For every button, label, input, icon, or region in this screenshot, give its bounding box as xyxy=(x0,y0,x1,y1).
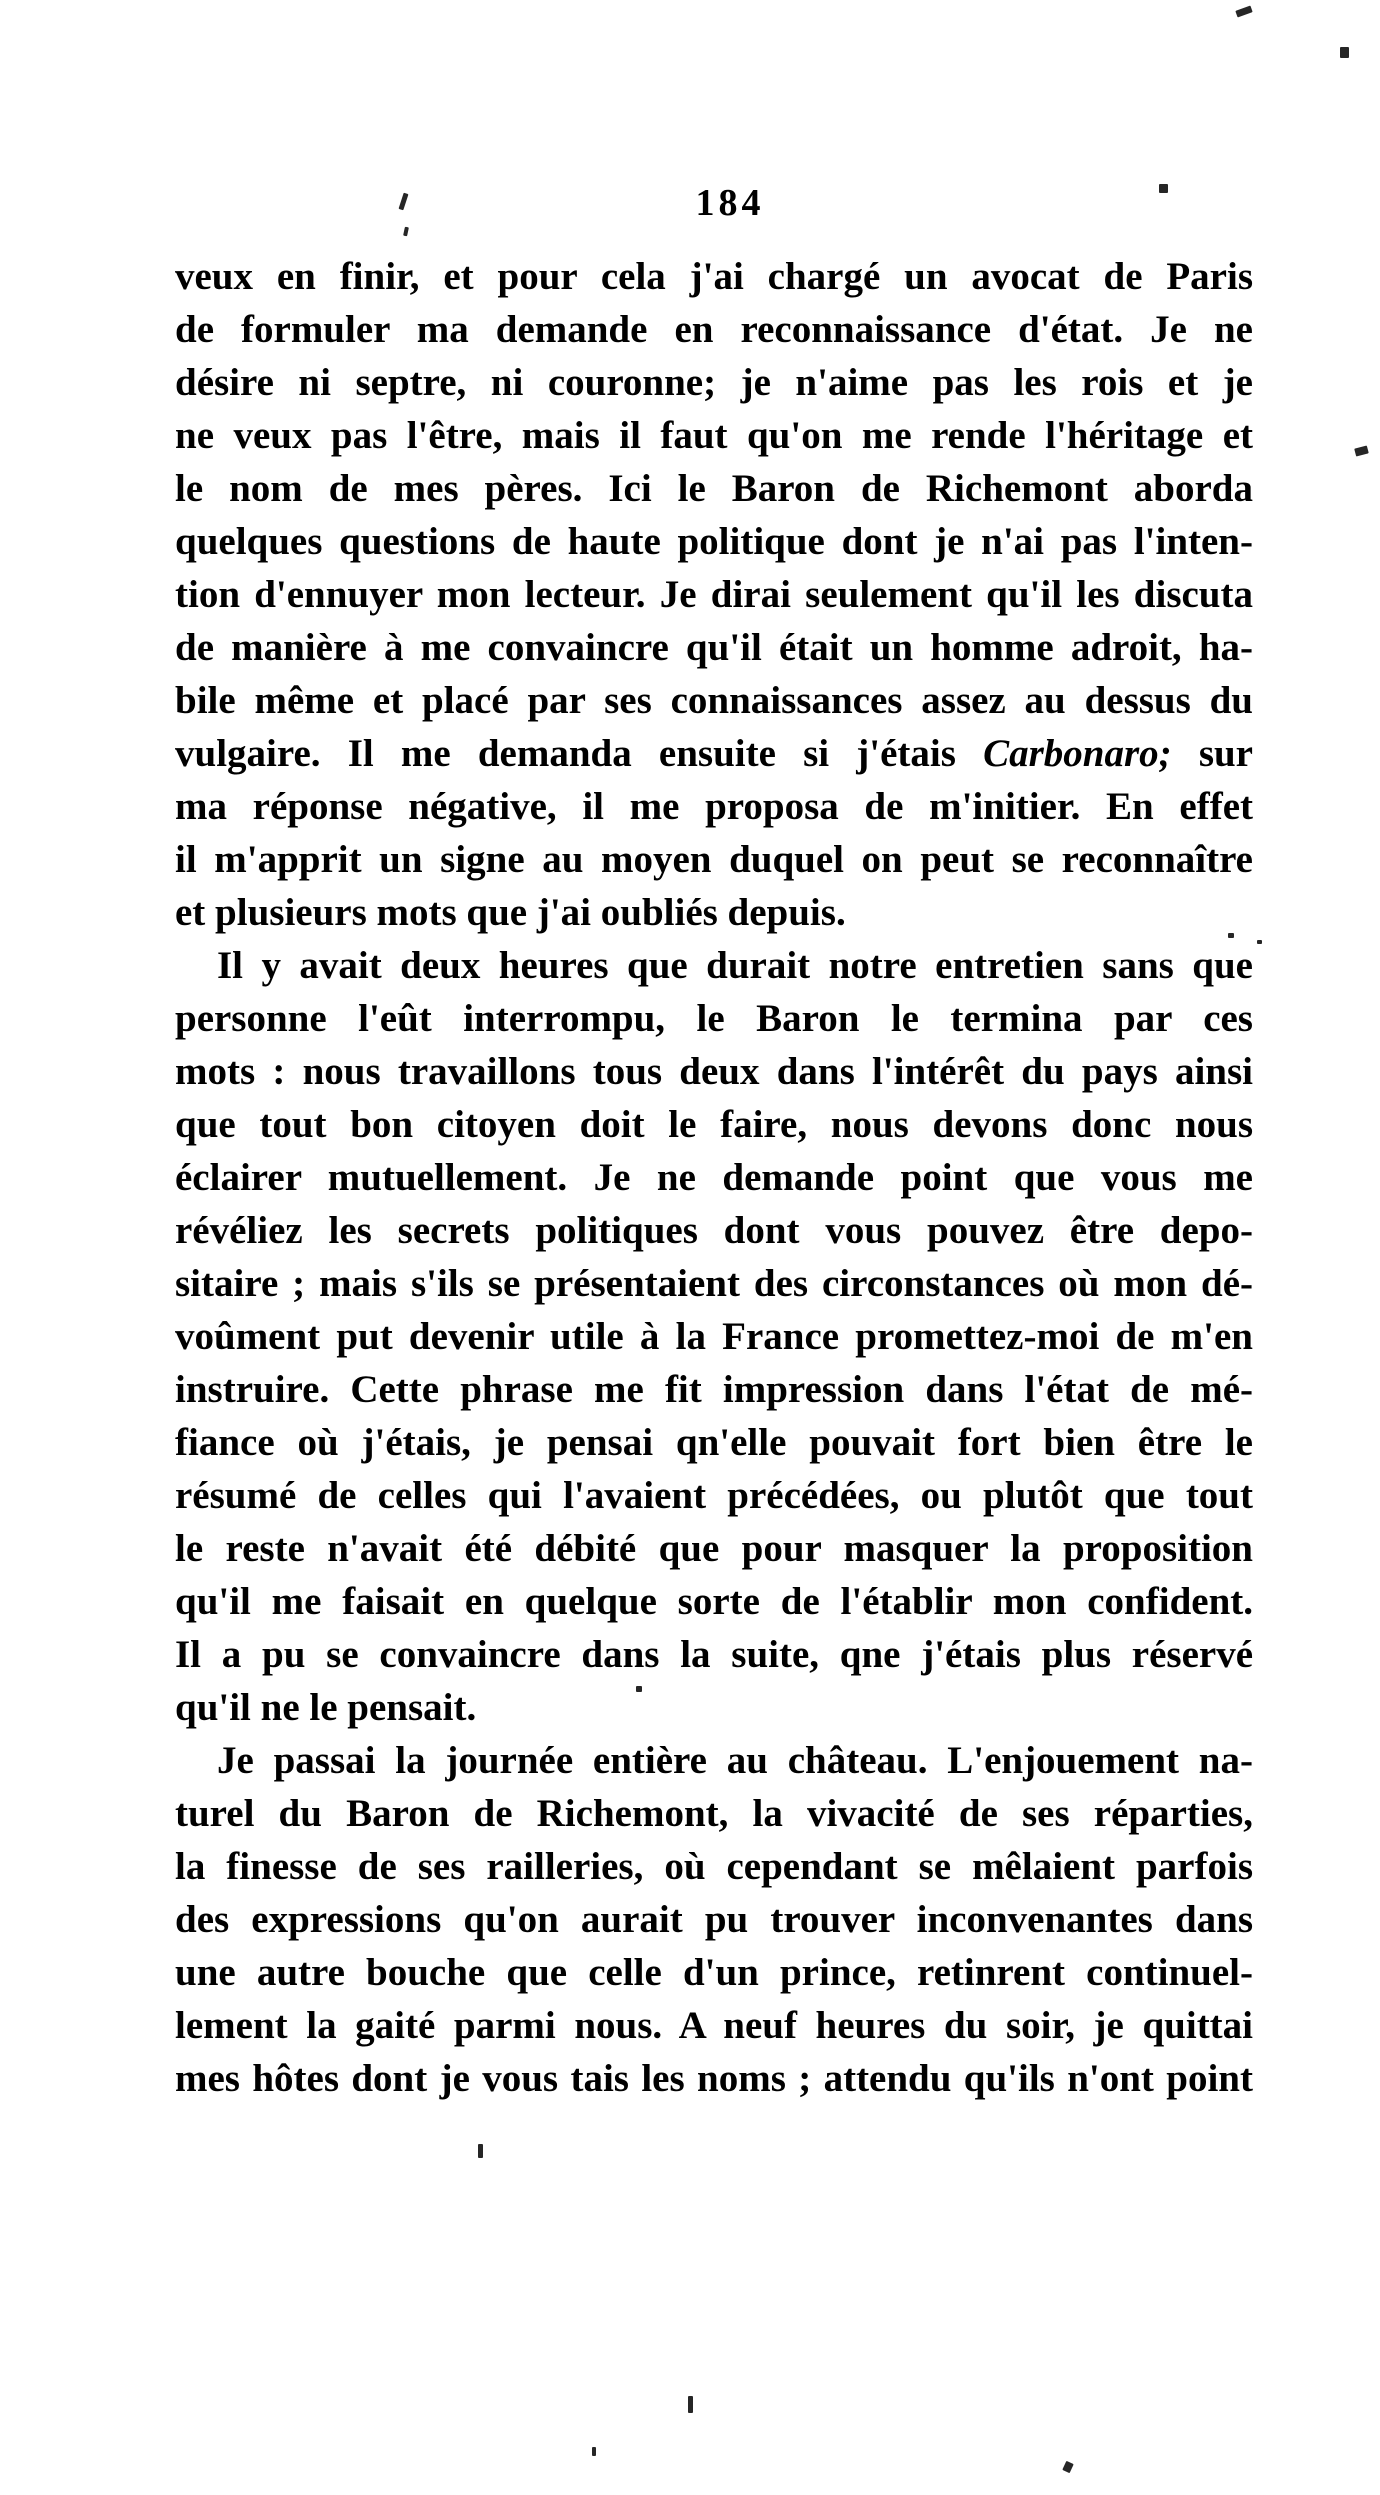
text-line xyxy=(175,727,1253,780)
text-line xyxy=(175,1151,1253,1204)
paragraph xyxy=(175,939,1253,1734)
italic-text: Carbonaro; xyxy=(983,732,1172,775)
text-line xyxy=(175,462,1253,515)
text-segment: éclairer mutuellement. Je ne demande point que vous me xyxy=(175,1156,1253,1199)
text-line xyxy=(175,780,1253,833)
text-line xyxy=(175,1575,1253,1628)
text-segment: sitaire ; mais s'ils se présentaient des circonstances où mon dé- xyxy=(175,1262,1253,1305)
text-segment: fiance où j'étais, je pensai qn'elle pouvait fort bien être le xyxy=(175,1421,1253,1464)
text-line xyxy=(175,1045,1253,1098)
ink-speck xyxy=(1159,184,1168,193)
text-segment: personne l'eût interrompu, le Baron le termina par ces xyxy=(175,997,1253,1040)
text-segment: Je passai la journée entière au château. L'enjouement na- xyxy=(217,1739,1253,1782)
ink-speck xyxy=(403,227,409,237)
ink-speck xyxy=(1340,47,1349,58)
ink-speck xyxy=(398,193,408,211)
text-segment: voûment put devenir utile à la France promettez-moi de m'en xyxy=(175,1315,1253,1358)
ink-speck xyxy=(1354,445,1369,456)
text-segment: ne veux pas l'être, mais il faut qu'on me rende l'héritage et xyxy=(175,414,1253,457)
text-segment: sur xyxy=(1171,732,1253,775)
text-segment: des expressions qu'on aurait pu trouver inconvenantes dans xyxy=(175,1898,1253,1941)
text-line xyxy=(175,2052,1253,2105)
text-segment: qu'il me faisait en quelque sorte de l'établir mon confident. xyxy=(175,1580,1253,1623)
ink-speck xyxy=(1062,2461,1073,2473)
text-line xyxy=(175,1681,1253,1734)
text-line xyxy=(175,1840,1253,1893)
text-line xyxy=(175,515,1253,568)
text-line xyxy=(175,1416,1253,1469)
text-segment: que tout bon citoyen doit le faire, nous devons donc nous xyxy=(175,1103,1253,1146)
text-line xyxy=(175,1363,1253,1416)
text-segment: ma réponse négative, il me proposa de m'initier. En effet xyxy=(175,785,1253,828)
text-block xyxy=(175,250,1253,2105)
ink-speck xyxy=(1228,933,1234,938)
ink-speck xyxy=(478,2144,483,2158)
text-segment: lement la gaité parmi nous. A neuf heures du soir, je quittai xyxy=(175,2004,1253,2047)
ink-speck xyxy=(1257,940,1262,944)
text-segment: qu'il ne le pensait. xyxy=(175,1686,477,1729)
text-line xyxy=(175,409,1253,462)
text-segment: de formuler ma demande en reconnaissance d'état. Je ne xyxy=(175,308,1253,351)
text-line xyxy=(175,1893,1253,1946)
text-segment: le nom de mes pères. Ici le Baron de Richemont aborda xyxy=(175,467,1253,510)
text-segment: quelques questions de haute politique dont je n'ai pas l'inten- xyxy=(175,520,1253,563)
text-segment: révéliez les secrets politiques dont vous pouvez être depo- xyxy=(175,1209,1253,1252)
text-line xyxy=(175,1098,1253,1151)
text-line xyxy=(175,886,1253,939)
text-line xyxy=(175,1522,1253,1575)
text-segment: la finesse de ses railleries, où cependant se mêlaient parfois xyxy=(175,1845,1253,1888)
text-line xyxy=(175,621,1253,674)
text-line xyxy=(175,833,1253,886)
text-segment: une autre bouche que celle d'un prince, retinrent continuel- xyxy=(175,1951,1253,1994)
ink-speck xyxy=(688,2396,693,2413)
text-segment: Il y avait deux heures que durait notre entretien sans que xyxy=(217,944,1253,987)
text-line xyxy=(175,1734,1253,1787)
ink-speck xyxy=(1235,5,1252,17)
paragraph xyxy=(175,1734,1253,2105)
text-line xyxy=(175,1310,1253,1363)
text-segment: tion d'ennuyer mon lecteur. Je dirai seulement qu'il les discuta xyxy=(175,573,1253,616)
text-segment: il m'apprit un signe au moyen duquel on peut se reconnaître xyxy=(175,838,1253,881)
text-line xyxy=(175,1999,1253,2052)
text-line xyxy=(175,303,1253,356)
text-segment: le reste n'avait été débité que pour masquer la proposition xyxy=(175,1527,1253,1570)
text-line xyxy=(175,1628,1253,1681)
text-segment: vulgaire. Il me demanda ensuite si j'étais xyxy=(175,732,984,775)
text-line xyxy=(175,250,1253,303)
text-line xyxy=(175,568,1253,621)
text-segment: instruire. Cette phrase me fit impression dans l'état de mé- xyxy=(175,1368,1253,1411)
text-line xyxy=(175,1469,1253,1522)
ink-speck xyxy=(636,1686,642,1692)
text-line xyxy=(175,1787,1253,1840)
text-line xyxy=(175,1946,1253,1999)
text-segment: et plusieurs mots que j'ai oubliés depuis. xyxy=(175,891,846,934)
text-line xyxy=(175,939,1253,992)
page-number: 184 xyxy=(695,182,765,224)
text-segment: veux en finir, et pour cela j'ai chargé un avocat de Paris xyxy=(175,255,1253,298)
text-segment: turel du Baron de Richemont, la vivacité de ses réparties, xyxy=(175,1792,1253,1835)
ink-speck xyxy=(592,2447,596,2456)
text-segment: de manière à me convaincre qu'il était un homme adroit, ha- xyxy=(175,626,1253,669)
paragraph xyxy=(175,250,1253,939)
text-segment: résumé de celles qui l'avaient précédées, ou plutôt que tout xyxy=(175,1474,1253,1517)
text-line xyxy=(175,356,1253,409)
text-line xyxy=(175,1257,1253,1310)
text-segment: mots : nous travaillons tous deux dans l'intérêt du pays ainsi xyxy=(175,1050,1253,1093)
text-line xyxy=(175,1204,1253,1257)
text-segment: bile même et placé par ses connaissances assez au dessus du xyxy=(175,679,1253,722)
text-segment: désire ni septre, ni couronne; je n'aime pas les rois et je xyxy=(175,361,1253,404)
text-line xyxy=(175,992,1253,1045)
text-segment: mes hôtes dont je vous tais les noms ; attendu qu'ils n'ont point xyxy=(175,2057,1253,2100)
text-segment: Il a pu se convaincre dans la suite, qne j'étais plus réservé xyxy=(175,1633,1253,1676)
text-line xyxy=(175,674,1253,727)
